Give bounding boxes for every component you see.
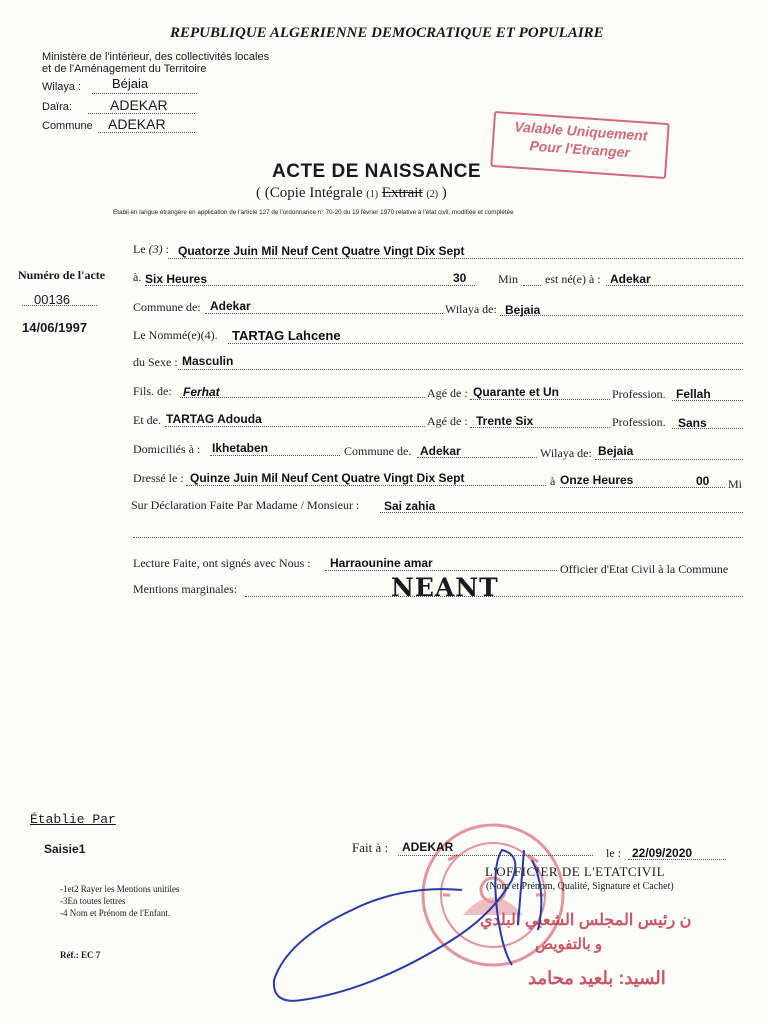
dresse-date-value: Quinze Juin Mil Neuf Cent Quatre Vingt Dix Sept [190,471,465,485]
fait-le-label: le : [606,846,621,860]
father-age-value: Quarante et Un [473,385,560,399]
daira-label: Daïra: [42,101,72,113]
daira-value: ADEKAR [110,97,168,113]
birth-date-value: Quatorze Juin Mil Neuf Cent Quatre Vingt Dix Sept [178,244,465,258]
mother-dots [165,426,425,427]
note-2: -3En toutes lettres [60,896,126,906]
fait-a-label: Fait à : [352,840,389,855]
mother-profession-value: Sans [678,416,707,430]
wilaya-label: Wilaya : [42,81,82,93]
officer-title: L'OFFICIER DE L'ETATCIVIL [485,864,666,879]
dresse-label: Dressé le : [133,471,184,485]
signature [262,830,562,1010]
mother-profession-label: Profession. [612,415,666,429]
mother-label: Et de. [133,413,161,427]
wilaya-de-value: Bejaia [505,303,541,317]
saisie-value: Saisie1 [44,842,86,856]
mentions-value: NEANT [391,573,499,602]
commune-value: ADEKAR [108,116,166,132]
dresse-hour-value: Onze Heures [560,473,634,487]
subtitle-close: ) [441,185,447,201]
birth-hour-value: Six Heures [145,272,208,286]
legal-notice: Etabli en langue étrangère en application de l'article 127 de l'ordonnance n° 70-20 du 19 février 1970 relative à l'état civil, modifiée et complétée [113,209,514,216]
wilaya2-value: Bejaia [598,444,634,458]
lecture-dots [325,570,557,571]
father-profession-label: Profession. [612,387,666,401]
commune-de-dots [205,313,443,314]
commune-de-label: Commune de: [133,300,201,314]
dresse-a-label: à [550,474,556,488]
nomme-dots [228,343,743,344]
commune2-value: Adekar [420,444,461,458]
commune-label: Commune [42,120,93,132]
nomme-label: Le Nommé(e)(4). [133,328,218,342]
domicile-dots [210,455,340,456]
heure-a-label: à. [133,270,142,284]
document-title: ACTE DE NAISSANCE [272,161,482,182]
officer-name-value: Harraounine amar [330,556,433,570]
subtitle-extrait: Extrait [381,185,423,201]
wilaya2-dots [595,459,743,460]
le-dots [168,258,743,259]
fait-le-value: 22/09/2020 [632,846,693,860]
domicile-value: Ikhetaben [212,441,269,455]
subtitle-note-2: (2) [426,189,439,200]
note-1: -1et2 Rayer les Mentions unitiles [60,884,180,894]
acte-number-label: Numéro de l'acte [18,268,106,282]
lecture-label: Lecture Faite, ont signés avec Nous : [133,556,311,570]
fait-a-value: ADEKAR [402,840,454,854]
declaration-dots-2 [133,537,743,538]
officer-subtitle: (Nom et Prénom, Qualité, Signature et Cachet) [486,881,674,892]
father-name-value: Ferhat [183,385,220,399]
reference: Réf.: EC 7 [60,950,101,960]
republic-heading: REPUBLIQUE ALGERIENNE DEMOCRATIQUE ET POPULAIRE [170,25,604,41]
dresse-minute-value: 00 [696,474,710,488]
subtitle-copie: ( (Copie Intégrale [256,185,363,201]
ministry-line-1: Ministère de l'intérieur, des collectivités locales [42,51,270,63]
acte-date-value: 14/06/1997 [22,320,88,335]
dresse-dots [186,485,546,486]
birth-minute-value: 30 [453,271,467,285]
declarant-value: Sai zahia [384,499,436,513]
arabic-stamp-line-1: ن رئيس المجلس الشعبي البلدي [480,912,692,929]
wilaya-value: Béjaia [112,76,149,91]
mother-age-label: Agé de : [427,414,468,428]
minute-label: Min [498,272,519,286]
father-age-dots [470,399,610,400]
ministry-line-2: et de l'Aménagement du Territoire [42,63,207,75]
wilaya-de-label: Wilaya de: [445,302,497,316]
commune-dots [98,132,195,133]
stamp-line-1: Valable Uniquement [513,118,649,144]
wilaya-dots [92,93,197,94]
dresse-minute-label: Mi [728,477,743,491]
validity-stamp [490,111,669,179]
acte-number-value: 00136 [34,292,71,307]
domicile-label: Domiciliés à : [133,442,201,456]
sexe-label: du Sexe : [133,355,178,369]
mother-name-value: TARTAG Adouda [166,412,262,426]
arabic-stamp-line-2: و بالتفويض [535,936,603,953]
child-name-value: TARTAG Lahcene [232,328,341,343]
wilaya2-label: Wilaya de: [540,446,592,460]
born-at-label: est né(e) à : [545,272,601,286]
fils-label: Fils. de: [133,384,172,398]
mother-age-value: Trente Six [476,414,534,428]
le-note: (3) [148,242,163,256]
sexe-value: Masculin [182,354,234,368]
arabic-stamp-line-3: السيد: بلعيد محامد [528,968,666,988]
born-at-value: Adekar [610,272,651,286]
subtitle-note-1: (1) [366,189,379,200]
mentions-label: Mentions marginales: [133,582,238,596]
document-subtitle [256,185,447,202]
officier-label: Officier d'Etat Civil à la Commune [560,562,729,576]
daira-dots [88,113,195,114]
le-label: Le (3) : [133,242,169,256]
stamp-line-2: Pour l'Etranger [528,137,631,161]
minute-dots [523,285,541,286]
note-3: -4 Nom et Prénom de l'Enfant. [60,908,171,918]
etablie-par-label: Établie Par [30,812,116,827]
commune2-label: Commune de. [344,444,412,458]
father-age-label: Agé de : [427,386,468,400]
father-profession-value: Fellah [676,387,711,401]
declaration-label: Sur Déclaration Faite Par Madame / Monsieur : [131,498,360,512]
commune-de-value: Adekar [210,299,251,313]
sexe-dots [178,369,743,370]
